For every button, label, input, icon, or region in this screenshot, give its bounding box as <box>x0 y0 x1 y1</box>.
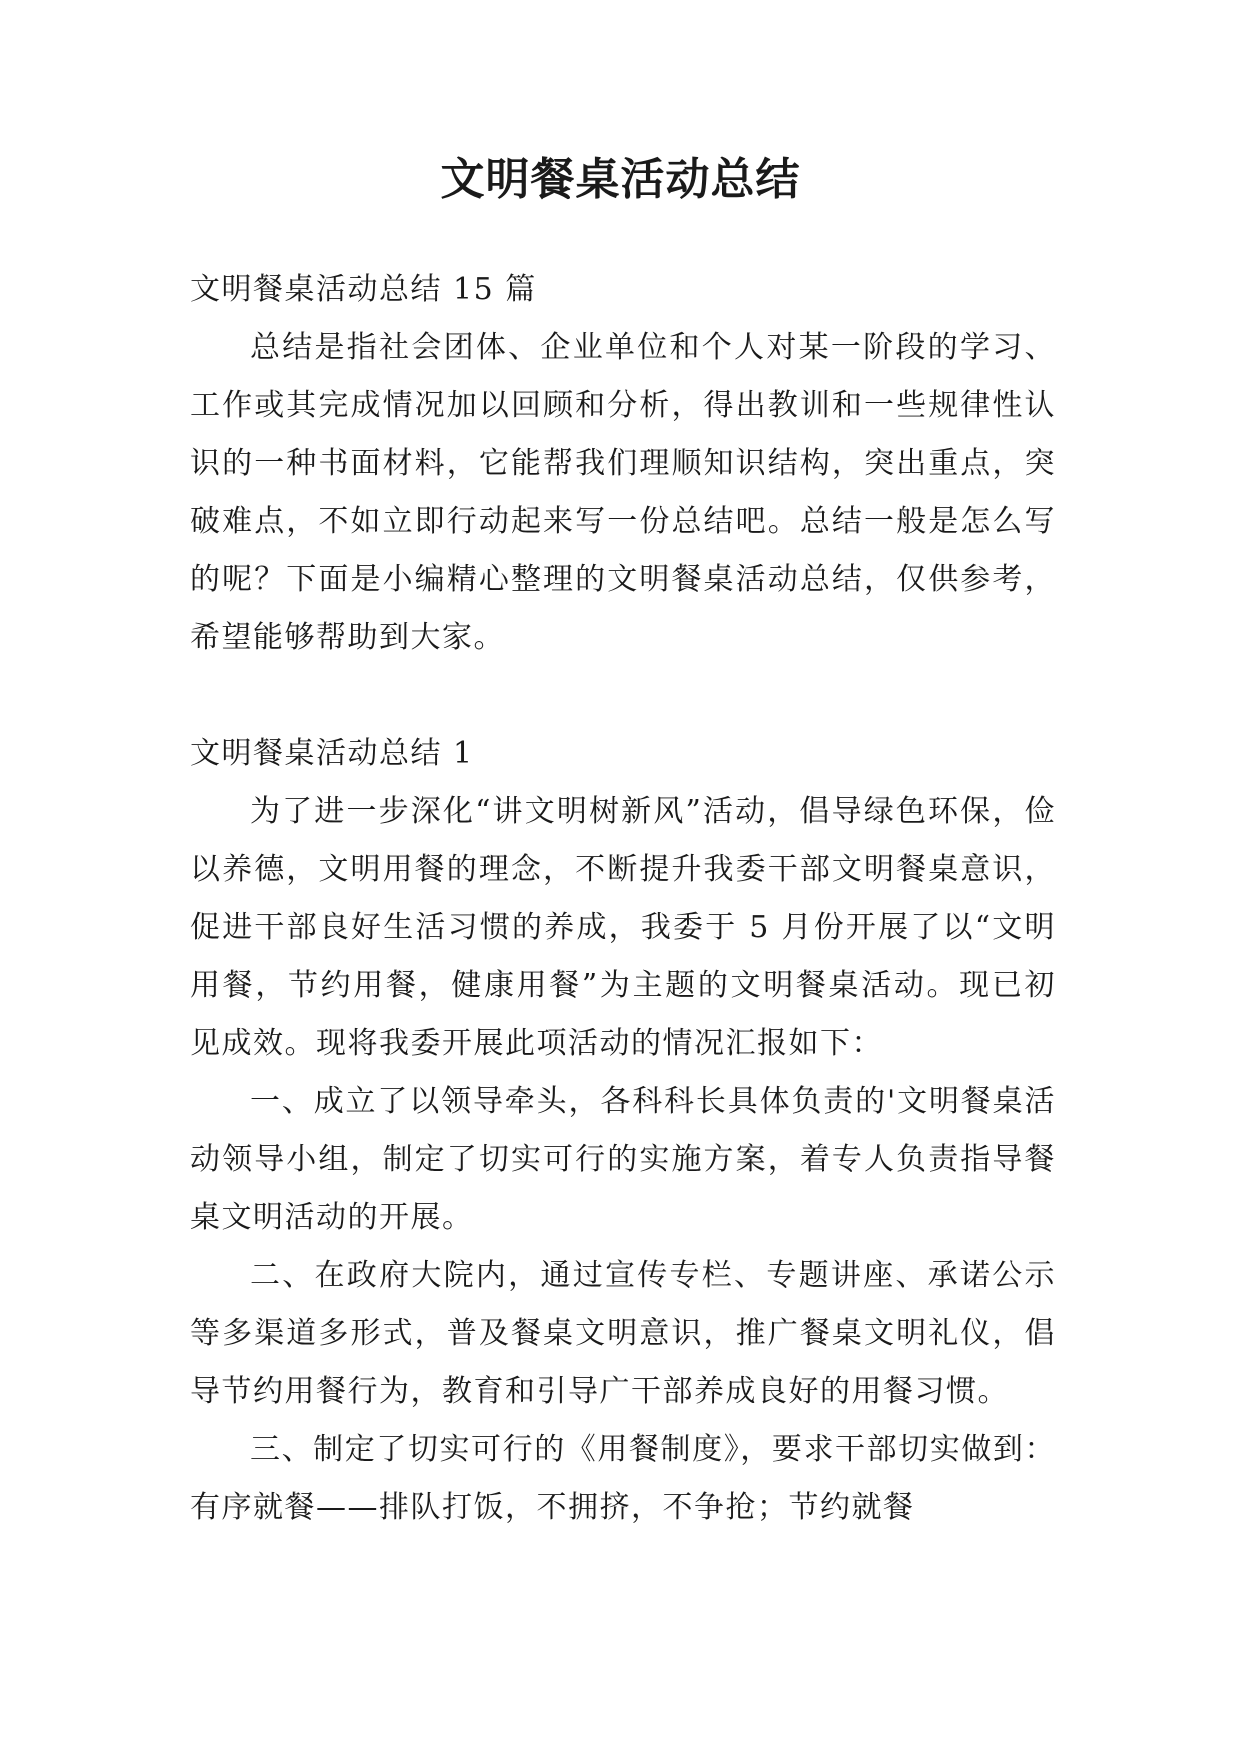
intro-paragraph: 总结是指社会团体、企业单位和个人对某一阶段的学习、工作或其完成情况加以回顾和分析，得出教训和一些规律性认识的一种书面材料，它能帮我们理顺知识结构，突出重点，突破难点，不如立即行动起来写一份总结吧。总结一般是怎么写的呢？下面是小编精心整理的文明餐桌活动总结，仅供参考，希望能够帮助到大家。 <box>190 330 1056 655</box>
document-title: 文明餐桌活动总结 <box>440 154 801 205</box>
body-paragraph: 二、在政府大院内，通过宣传专栏、专题讲座、承诺公示等多渠道多形式，普及餐桌文明意识，推广餐桌文明礼仪，倡导节约用餐行为，教育和引导广干部养成良好的用餐习惯。 <box>190 1258 1056 1409</box>
body-paragraph: 为了进一步深化“讲文明树新风”活动，倡导绿色环保，俭以养德，文明用餐的理念，不断提升我委干部文明餐桌意识，促进干部良好生活习惯的养成，我委于 5 月份开展了以“文明用餐，节约用餐，健康用餐”为主题的文明餐桌活动。现已初见成效。现将我委开展此项活动的情况汇报如下： <box>190 794 1056 1061</box>
section-heading: 文明餐桌活动总结 1 <box>190 736 474 771</box>
body-paragraph: 一、成立了以领导牵头，各科科长具体负责的'文明餐桌活动领导小组，制定了切实可行的实施方案，着专人负责指导餐桌文明活动的开展。 <box>190 1084 1056 1235</box>
document-body <box>190 261 1056 1537</box>
body-paragraph: 三、制定了切实可行的《用餐制度》，要求干部切实做到：有序就餐——排队打饭，不拥挤，不争抢；节约就餐 <box>190 1432 1056 1525</box>
paragraph-spacer <box>190 667 1056 725</box>
collection-heading: 文明餐桌活动总结 15 篇 <box>190 272 537 307</box>
